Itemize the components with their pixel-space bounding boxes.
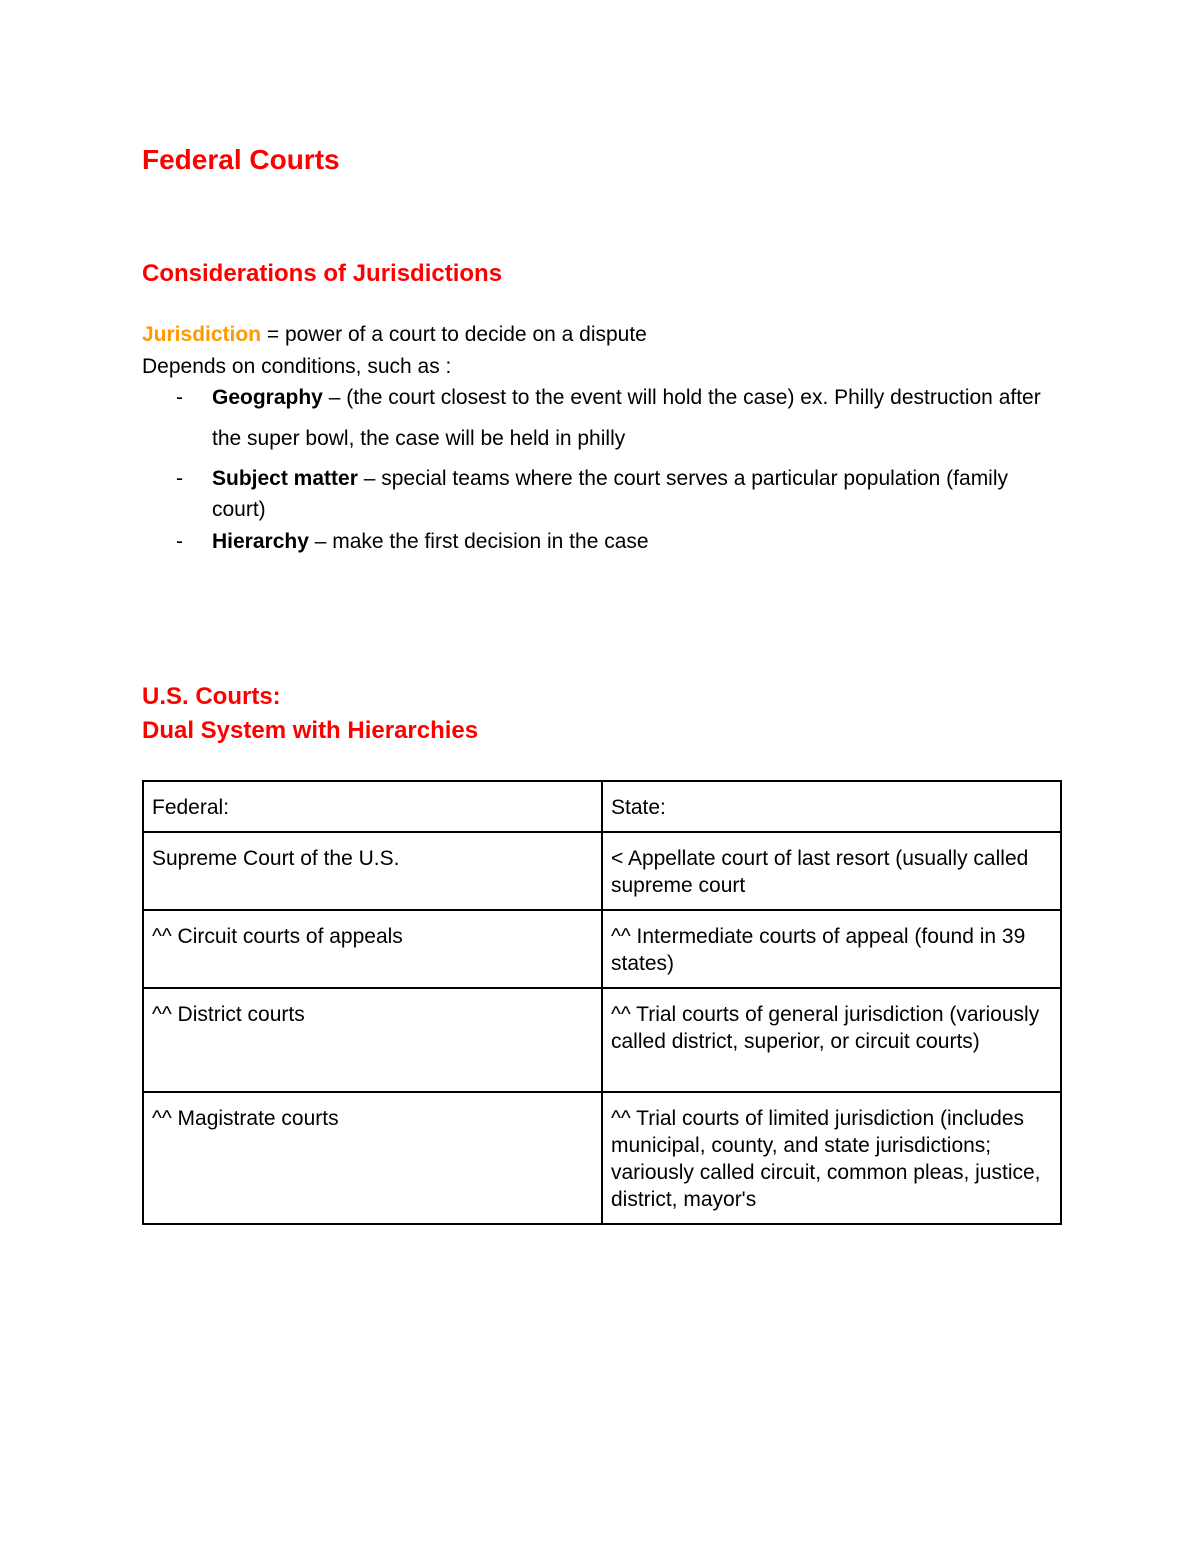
page-title: Federal Courts [142,144,340,175]
section-heading-dual-system: Dual System with Hierarchies [142,717,479,744]
jurisdiction-definition [142,319,647,350]
courts-table [142,780,1062,1225]
table-row [143,1092,1061,1224]
table-cell-state: ^^ Trial courts of limited jurisdiction (includes municipal, county, and state jurisdictions; variously called circuit, common pleas, justice, district, mayor's [602,1092,1061,1224]
bullet-content [212,526,1052,557]
bullet-content [212,463,1052,525]
bullet-content [212,377,1052,459]
table-header-cell-state: State: [602,781,1061,832]
table-cell-state: ^^ Intermediate courts of appeal (found in 39 states) [602,910,1061,988]
bullet-text: – special teams where the court serves a particular population (family court) [212,467,1009,521]
section-heading-considerations: Considerations of Jurisdictions [142,260,503,287]
section-heading-us-courts: U.S. Courts: [142,683,281,710]
table-cell-federal: Supreme Court of the U.S. [143,832,602,910]
table-header-row [143,781,1061,832]
bullet-term: Geography [212,386,323,409]
table-cell-state: < Appellate court of last resort (usually called supreme court [602,832,1061,910]
table-header-cell-federal: Federal: [143,781,602,832]
bullet-term: Hierarchy [212,530,309,553]
bullet-text: – make the first decision in the case [308,530,649,553]
table-cell-federal: ^^ Magistrate courts [143,1092,602,1224]
table-cell-federal: ^^ Circuit courts of appeals [143,910,602,988]
jurisdiction-definition-text: = power of a court to decide on a dispute [261,323,647,346]
bullet-text: – (the court closest to the event will hold the case) ex. Philly destruction after the super bowl, the case will be held in philly [212,386,1041,450]
table-row [143,832,1061,910]
bullet-term: Subject matter [212,467,358,490]
depends-intro: Depends on conditions, such as : [142,355,452,378]
bullet-dash: - [176,386,183,409]
table-row [143,988,1061,1092]
bullet-dash: - [176,467,183,490]
bullet-dash: - [176,530,183,553]
jurisdiction-term: Jurisdiction [142,323,262,346]
table-row [143,910,1061,988]
table-cell-federal: ^^ District courts [143,988,602,1092]
table-cell-state: ^^ Trial courts of general jurisdiction (variously called district, superior, or circuit courts) [602,988,1061,1092]
